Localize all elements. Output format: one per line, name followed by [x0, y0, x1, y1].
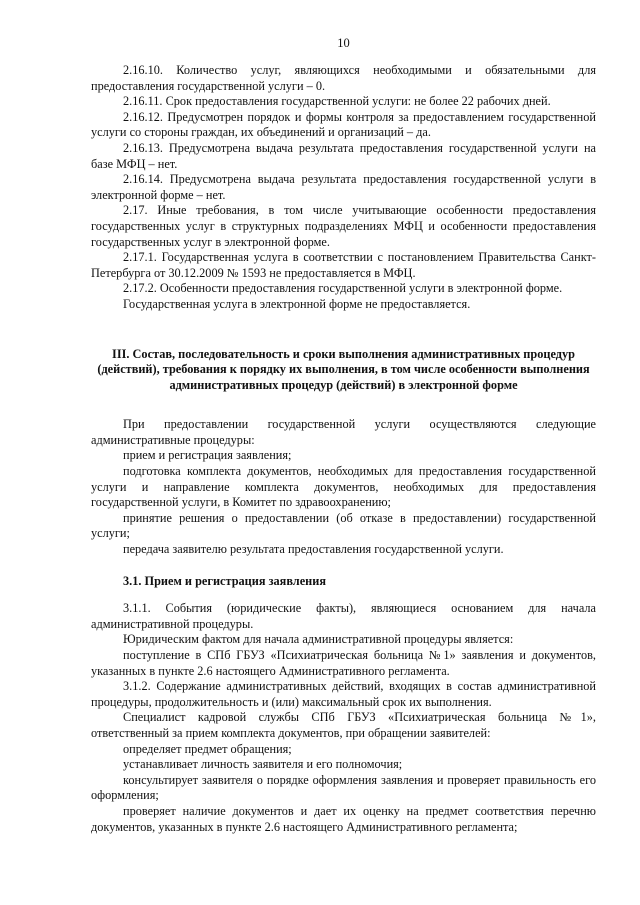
paragraph-2-17-1: 2.17.1. Государственная услуга в соответствии с постановлением Правительства Санкт-Петербурга от 30.12.2009 № 1593 не предоставляется в МФЦ.: [91, 250, 596, 280]
paragraph-specialist: Специалист кадровой службы СПб ГБУЗ «Психиатрическая больница №1», ответственный за прием комплекта документов, при обращении заявителей:: [91, 710, 596, 740]
paragraph-2-17: 2.17. Иные требования, в том числе учитывающие особенности предоставления государственных услуг в структурных подразделениях МФЦ и особенности предоставления государственных услуг в электронной форме.: [91, 203, 596, 249]
paragraph-legal-fact: Юридическим фактом для начала административной процедуры является:: [123, 632, 514, 647]
paragraph-procedures-intro: При предоставлении государственной услуги осуществляются следующие административные процедуры:: [91, 417, 596, 447]
paragraph-3-1-2: 3.1.2. Содержание административных действий, входящих в состав административной процедуры, продолжительность и (или) максимальный срок их выполнения.: [91, 679, 596, 709]
section-3-heading: III. Состав, последовательность и сроки выполнения административных процедур (действий), требования к порядку их выполнения, в том числе особенности выполнения административных процедур (действий) в электронной форме: [97, 346, 590, 392]
paragraph-2-16-11: 2.16.11. Срок предоставления государственной услуги: не более 22 рабочих дней.: [123, 94, 551, 109]
list-item: принятие решения о предоставлении (об отказе в предоставлении) государственной услуги;: [91, 510, 596, 541]
block-procedures-list: [91, 417, 596, 557]
paragraph-2-16-14: 2.16.14. Предусмотрена выдача результата предоставления государственной услуги в электронной форме – нет.: [91, 172, 596, 202]
paragraph-receipt: поступление в СПб ГБУЗ «Психиатрическая больница №1» заявления и документов, указанных в пункте 2.6 настоящего Административного регламента.: [91, 648, 596, 678]
list-item: подготовка комплекта документов, необходимых для предоставления государственной услуги и направление комплекта документов, необходимых для предоставления государственной услуги, в Комитет по здравоохранению;: [91, 464, 596, 510]
block-2-16-2-17: [91, 63, 596, 313]
block-3-1: [91, 601, 596, 835]
list-item: консультирует заявителя о порядке оформления заявления и проверяет правильность его оформления;: [91, 772, 596, 803]
paragraph-2-16-10: 2.16.10. Количество услуг, являющихся необходимыми и обязательными для предоставления государственной услуги – 0.: [91, 63, 596, 93]
subsection-3-1-heading: 3.1. Прием и регистрация заявления: [123, 573, 326, 588]
page-number: 10: [337, 36, 350, 50]
list-item: устанавливает личность заявителя и его полномочия;: [123, 757, 403, 772]
paragraph-electronic-form: Государственная услуга в электронной форме не предоставляется.: [123, 296, 471, 311]
list-item: передача заявителю результата предоставления государственной услуги.: [123, 542, 504, 557]
paragraph-2-16-13: 2.16.13. Предусмотрена выдача результата предоставления государственной услуги на базе МФЦ – нет.: [91, 140, 596, 171]
list-item: проверяет наличие документов и дает их оценку на предмет соответствия перечню документов, указанных в пункте 2.6 настоящего Административного регламента;: [91, 803, 596, 834]
list-item: определяет предмет обращения;: [123, 741, 292, 756]
paragraph-3-1-1: 3.1.1. События (юридические факты), являющиеся основанием для начала административной процедуры.: [91, 601, 596, 631]
paragraph-2-16-12: 2.16.12. Предусмотрен порядок и формы контроля за предоставлением государственной услуги со стороны граждан, их объединений и организаций – да.: [91, 109, 596, 140]
list-item: прием и регистрация заявления;: [123, 448, 292, 463]
paragraph-2-17-2: 2.17.2. Особенности предоставления государственной услуги в электронной форме.: [123, 281, 563, 296]
